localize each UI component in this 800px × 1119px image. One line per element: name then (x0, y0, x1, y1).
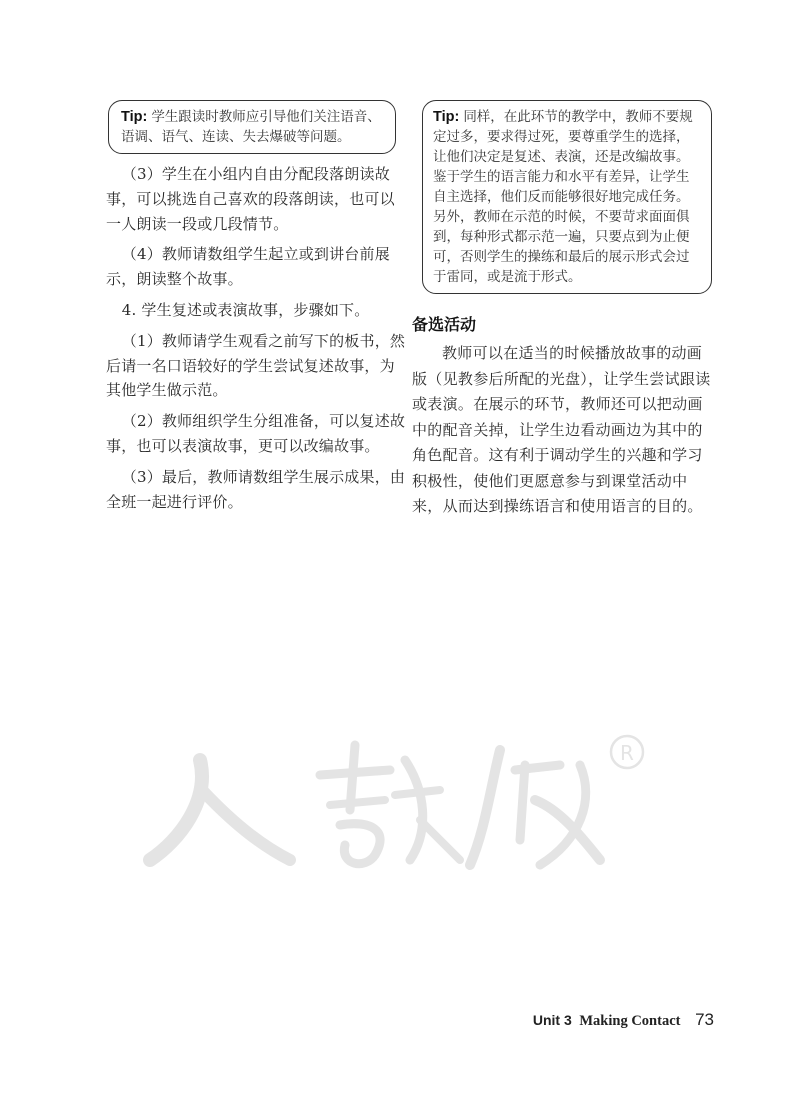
paragraph: （4）教师请数组学生起立或到讲台前展示，朗读整个故事。 (106, 245, 390, 289)
paragraph: （1）教师请学生观看之前写下的板书，然后请一名口语较好的学生尝试复述故事，为其他学生做示范。 (106, 331, 406, 400)
paragraph: （3）学生在小组内自由分配段落朗读故事，可以挑选自己喜欢的段落朗读，也可以一人朗读一段或几段情节。 (106, 165, 395, 233)
paragraph: 4. 学生复述或表演故事，步骤如下。 (121, 300, 370, 319)
tip-label: Tip: (433, 109, 460, 125)
paragraph: （2）教师组织学生分组准备，可以复述故事，也可以表演故事，更可以改编故事。 (106, 412, 406, 455)
publisher-watermark (140, 720, 660, 880)
page-number: 73 (695, 1010, 714, 1029)
left-column (106, 100, 406, 514)
watermark-text: 人教版 (150, 862, 180, 873)
footer-title: Making Contact (579, 1013, 681, 1029)
tip-box-right (422, 100, 712, 294)
section-paragraph: 教师可以在适当的时候播放故事的动画版（见教参后所配的光盘），让学生尝试跟读或表演。在展示的环节，教师还可以把动画中的配音关掉，让学生边看动画边为其中的角色配音。这有利于调动学生的兴趣和学习积极性，使他们更愿意参与到课堂活动中来，从而达到操练语言和使用语言的目的。 (412, 344, 711, 515)
tip-label: Tip: (121, 109, 148, 125)
tip-text: 同样，在此环节的教学中，教师不要规定过多，要求得过死，要尊重学生的选择，让他们决定是复述、表演，还是改编故事。鉴于学生的语言能力和水平有差异，让学生自主选择，他们反而能够很好地完成任务。另外，教师在示范的时候，不要苛求面面俱到，每种形式都示范一遍，只要点到为止便可，否则学生的操练和最后的展示形式会过于雷同，或是流于形式。 (433, 109, 693, 285)
section-title: 备选活动 (412, 317, 477, 334)
tip-box-left (108, 100, 396, 154)
right-column (412, 100, 712, 520)
svg-text:R: R (620, 741, 634, 765)
page-footer (533, 1010, 714, 1030)
tip-text: 学生跟读时教师应引导他们关注语音、语调、语气、连读、失去爆破等问题。 (121, 109, 381, 145)
footer-unit: Unit 3 (532, 1012, 572, 1028)
paragraph: （3）最后，教师请数组学生展示成果，由全班一起进行评价。 (106, 467, 406, 511)
